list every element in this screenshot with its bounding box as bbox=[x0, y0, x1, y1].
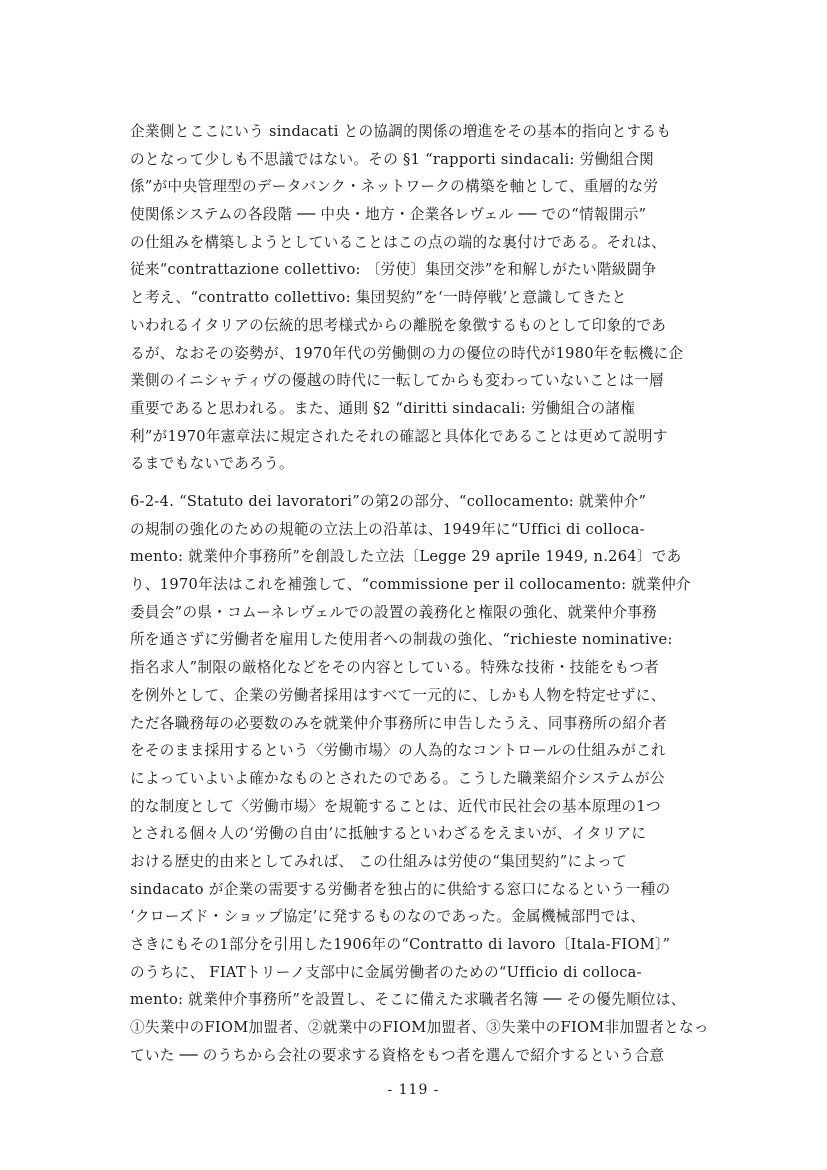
text-line: のうちに、 FIATトリーノ支部中に金属労働者のための“Ufficio di colloca- bbox=[130, 963, 642, 981]
text-line: 利”が1970年憲章法に規定されたそれの確認と具体化であることは更めて説明す bbox=[130, 427, 668, 445]
text-line: るが、なおその姿勢が、1970年代の労働側の力の優位の時代が1980年を転機に企 bbox=[130, 344, 684, 362]
section-heading-line: 6-2-4. “Statuto dei lavoratori”の第2の部分、“collocamento: 就業仲介” bbox=[130, 493, 647, 510]
text-line: 企業側とここにいう sindacati との協調的関係の増進をその基本的指向とするも bbox=[130, 123, 672, 140]
text-line: の規制の強化のための規範の立法上の沿革は、1949年に“Uffici di colloca- bbox=[130, 520, 645, 538]
text-line: 所を通さずに労働者を雇用した使用者への制裁の強化、“richieste nominative: bbox=[130, 631, 673, 649]
text-line: さきにもその1部分を引用した1906年の“Contratto di lavoro〔Itala-FIOM〕” bbox=[130, 936, 671, 953]
text-line: いわれるイタリアの伝統的思考様式からの離脱を象徴するものとして印象的であ bbox=[130, 316, 667, 334]
text-line: mento: 就業仲介事務所”を創設した立法〔Legge 29 aprile 1949, n.264〕であ bbox=[130, 548, 682, 566]
text-line: 指名求人”制限の厳格化などをその内容としている。特殊な技術・技能をもつ者 bbox=[130, 659, 660, 677]
text-line: によっていよいよ確かなものとされたのである。こうした職業紹介システムが公 bbox=[130, 769, 665, 787]
text-line: の仕組みを構築しようとしていることはこの点の端的な裏付けである。それは、 bbox=[130, 233, 667, 251]
text-line: 的な制度として〈労働市場〉を規範することは、近代市民社会の基本原理の1つ bbox=[130, 797, 661, 815]
text-line: 重要であると思われる。また、通則 §2 “diritti sindacali: 労働組合の諸権 bbox=[130, 399, 636, 417]
text-line: おける歴史的由来としてみれば、 この仕組みは労使の“集団契約”によって bbox=[130, 852, 628, 870]
text-line: ただ各職務毎の必要数のみを就業仲介事務所に申告したうえ、同事務所の紹介者 bbox=[130, 714, 668, 732]
text-line: 使関係システムの各段階 ── 中央・地方・企業各レヴェル ── での“情報開示” bbox=[130, 206, 647, 224]
text-line: とされる個々人の‘労働の自由’に抵触するといわざるをえまいが、イタリアに bbox=[130, 825, 647, 843]
paragraph-1 bbox=[130, 118, 730, 478]
text-line: 係”が中央管理型のデータバンク・ネットワークの構築を軸として、重層的な労 bbox=[130, 178, 659, 196]
text-line: 業側のイニシャティヴの優越の時代に一転してからも変わっていないことは一層 bbox=[130, 372, 664, 390]
paragraph-2 bbox=[130, 488, 730, 1069]
text-line: ①失業中のFIOM加盟者、②就業中のFIOM加盟者、③失業中のFIOM非加盟者となっ bbox=[130, 1019, 709, 1037]
text-line: を例外として、企業の労働者採用はすべて一元的に、しかも人物を特定せずに、 bbox=[130, 686, 666, 704]
text-line: ‘クローズド・ショップ協定’に発するものなのであった。金属機械部門では、 bbox=[130, 908, 646, 926]
text-line: 従来“contrattazione collettivo: 〔労使〕集団交渉”を和解しがたい階級闘争 bbox=[130, 261, 657, 279]
text-line: 委員会”の県・コムーネレヴェルでの設置の義務化と権限の強化、就業仲介事務 bbox=[130, 603, 658, 621]
text-line: るまでもないであろう。 bbox=[130, 455, 294, 473]
text-line: ていた ── のうちから会社の要求する資格をもつ者を選んで紹介するという合意 bbox=[130, 1046, 665, 1064]
page-number: - 119 - bbox=[387, 1082, 440, 1098]
text-line: のとなって少しも不思議ではない。その §1 “rapporti sindacali: 労働組合関 bbox=[130, 150, 655, 168]
text-line: をそのまま採用するという〈労働市場〉の人為的なコントロールの仕組みがこれ bbox=[130, 742, 666, 760]
text-line: り、1970年法はこれを補強して、“commissione per il collocamento: 就業仲介 bbox=[130, 576, 691, 594]
text-line: mento: 就業仲介事務所”を設置し、そこに備えた求職者名簿 ── その優先順位は、 bbox=[130, 991, 686, 1009]
text-line: sindacato が企業の需要する労働者を独占的に供給する窓口になるという一種の bbox=[130, 880, 671, 898]
text-line: と考え、“contratto collettivo: 集団契約”を‘一時停戦’と意識してきたと bbox=[130, 289, 627, 307]
